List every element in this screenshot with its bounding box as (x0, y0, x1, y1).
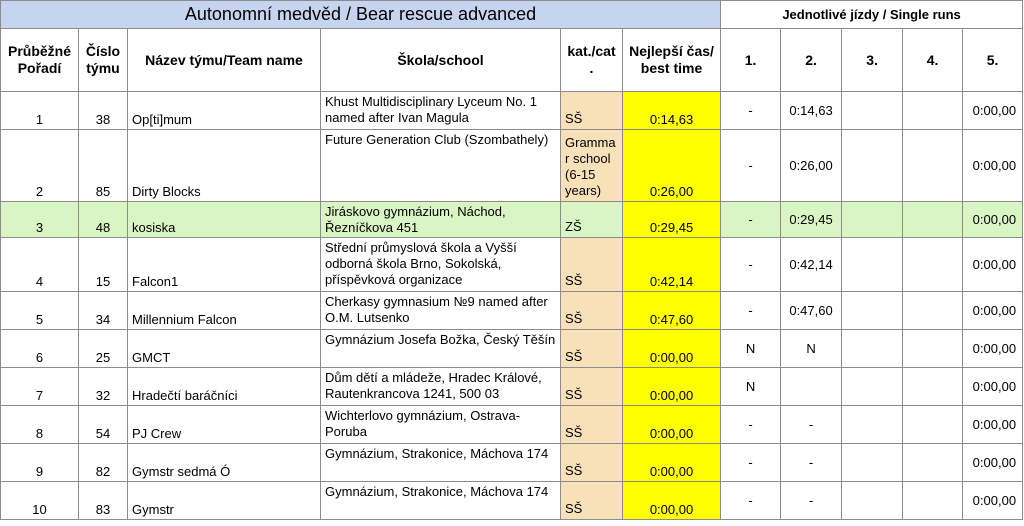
cell-category: SŠ (561, 444, 623, 482)
cell-run4 (903, 202, 963, 238)
cell-run2 (781, 368, 842, 406)
cell-best-time: 0:47,60 (623, 292, 721, 330)
cell-number: 25 (79, 330, 128, 368)
cell-best-time: 0:00,00 (623, 444, 721, 482)
cell-rank: 10 (1, 482, 79, 520)
cell-run2: 0:14,63 (781, 92, 842, 130)
cell-run3 (842, 444, 903, 482)
runs-group-header: Jednotlivé jízdy / Single runs (721, 1, 1023, 29)
table-row (1, 368, 1023, 406)
col-header-category: kat./cat . (561, 29, 623, 92)
col-header-rank: Průběžné Pořadí (1, 29, 79, 92)
cell-category: SŠ (561, 406, 623, 444)
cell-run4 (903, 92, 963, 130)
cell-run3 (842, 130, 903, 202)
col-header-run4: 4. (903, 29, 963, 92)
cell-team: Hradečtí baráčníci (128, 368, 321, 406)
cell-run5: 0:00,00 (963, 368, 1023, 406)
cell-rank: 4 (1, 238, 79, 292)
cell-best-time: 0:42,14 (623, 238, 721, 292)
cell-run1: - (721, 130, 781, 202)
table-row (1, 92, 1023, 130)
cell-run3 (842, 406, 903, 444)
cell-run5: 0:00,00 (963, 92, 1023, 130)
cell-category: SŠ (561, 330, 623, 368)
cell-best-time: 0:14,63 (623, 92, 721, 130)
cell-run1: N (721, 330, 781, 368)
col-header-run1: 1. (721, 29, 781, 92)
cell-run4 (903, 482, 963, 520)
cell-run2: N (781, 330, 842, 368)
col-header-run3: 3. (842, 29, 903, 92)
table-row (1, 406, 1023, 444)
cell-best-time: 0:00,00 (623, 482, 721, 520)
cell-run5: 0:00,00 (963, 444, 1023, 482)
cell-team: GMCT (128, 330, 321, 368)
table-row (1, 482, 1023, 520)
cell-school: Gymnázium Josefa Božka, Český Těšín (321, 330, 561, 368)
table-row (1, 330, 1023, 368)
cell-run1: - (721, 202, 781, 238)
cell-run3 (842, 368, 903, 406)
col-header-run5: 5. (963, 29, 1023, 92)
cell-school: Střední průmyslová škola a Vyšší odborná škola Brno, Sokolská, příspěvková organizace (321, 238, 561, 292)
cell-best-time: 0:00,00 (623, 368, 721, 406)
cell-school: Gymnázium, Strakonice, Máchova 174 (321, 444, 561, 482)
cell-rank: 1 (1, 92, 79, 130)
cell-run4 (903, 238, 963, 292)
cell-number: 32 (79, 368, 128, 406)
cell-run5: 0:00,00 (963, 292, 1023, 330)
cell-team: Gymstr (128, 482, 321, 520)
cell-team: Gymstr sedmá Ó (128, 444, 321, 482)
cell-run2: - (781, 406, 842, 444)
cell-run1: N (721, 368, 781, 406)
cell-best-time: 0:00,00 (623, 330, 721, 368)
cell-run5: 0:00,00 (963, 130, 1023, 202)
cell-number: 82 (79, 444, 128, 482)
cell-number: 38 (79, 92, 128, 130)
cell-number: 54 (79, 406, 128, 444)
cell-run4 (903, 368, 963, 406)
cell-best-time: 0:00,00 (623, 406, 721, 444)
cell-run1: - (721, 92, 781, 130)
cell-category: SŠ (561, 292, 623, 330)
cell-category: ZŠ (561, 202, 623, 238)
cell-run4 (903, 330, 963, 368)
cell-run5: 0:00,00 (963, 406, 1023, 444)
cell-category: SŠ (561, 238, 623, 292)
cell-team: kosiska (128, 202, 321, 238)
cell-team: Op[ti]mum (128, 92, 321, 130)
col-header-run2: 2. (781, 29, 842, 92)
cell-rank: 7 (1, 368, 79, 406)
cell-run2: 0:26,00 (781, 130, 842, 202)
table-row (1, 130, 1023, 202)
cell-run2: 0:42,14 (781, 238, 842, 292)
cell-run4 (903, 292, 963, 330)
cell-run1: - (721, 482, 781, 520)
cell-school: Dům dětí a mládeže, Hradec Králové, Rautenkrancova 1241, 500 03 (321, 368, 561, 406)
results-body (1, 92, 1023, 520)
cell-run3 (842, 482, 903, 520)
cell-run4 (903, 444, 963, 482)
cell-category: Gramma r school (6-15 years) (561, 130, 623, 202)
cell-number: 34 (79, 292, 128, 330)
cell-rank: 6 (1, 330, 79, 368)
cell-number: 15 (79, 238, 128, 292)
cell-run1: - (721, 292, 781, 330)
cell-category: SŠ (561, 368, 623, 406)
table-row (1, 292, 1023, 330)
table-row (1, 238, 1023, 292)
cell-team: Falcon1 (128, 238, 321, 292)
cell-school: Khust Multidisciplinary Lyceum No. 1 named after Ivan Magula (321, 92, 561, 130)
cell-rank: 2 (1, 130, 79, 202)
cell-best-time: 0:26,00 (623, 130, 721, 202)
cell-run2: - (781, 444, 842, 482)
col-header-team: Název týmu/Team name (128, 29, 321, 92)
cell-school: Wichterlovo gymnázium, Ostrava-Poruba (321, 406, 561, 444)
page-title: Autonomní medvěd / Bear rescue advanced (1, 1, 721, 29)
cell-run4 (903, 406, 963, 444)
cell-team: Millennium Falcon (128, 292, 321, 330)
cell-category: SŠ (561, 92, 623, 130)
cell-rank: 8 (1, 406, 79, 444)
col-header-number: Číslo týmu (79, 29, 128, 92)
cell-run1: - (721, 444, 781, 482)
cell-category: SŠ (561, 482, 623, 520)
cell-run3 (842, 238, 903, 292)
cell-school: Gymnázium, Strakonice, Máchova 174 (321, 482, 561, 520)
cell-run5: 0:00,00 (963, 482, 1023, 520)
cell-run2: 0:29,45 (781, 202, 842, 238)
table-row (1, 444, 1023, 482)
cell-run4 (903, 130, 963, 202)
cell-number: 48 (79, 202, 128, 238)
cell-rank: 9 (1, 444, 79, 482)
cell-number: 83 (79, 482, 128, 520)
cell-team: PJ Crew (128, 406, 321, 444)
cell-run3 (842, 202, 903, 238)
col-header-school: Škola/school (321, 29, 561, 92)
table-row (1, 202, 1023, 238)
cell-run5: 0:00,00 (963, 330, 1023, 368)
cell-run3 (842, 330, 903, 368)
cell-rank: 5 (1, 292, 79, 330)
cell-run2: - (781, 482, 842, 520)
cell-run3 (842, 292, 903, 330)
cell-run5: 0:00,00 (963, 238, 1023, 292)
cell-number: 85 (79, 130, 128, 202)
cell-school: Future Generation Club (Szombathely) (321, 130, 561, 202)
cell-school: Cherkasy gymnasium №9 named after O.M. Lutsenko (321, 292, 561, 330)
cell-run2: 0:47,60 (781, 292, 842, 330)
cell-best-time: 0:29,45 (623, 202, 721, 238)
cell-rank: 3 (1, 202, 79, 238)
cell-run5: 0:00,00 (963, 202, 1023, 238)
col-header-best: Nejlepší čas/ best time (623, 29, 721, 92)
cell-team: Dirty Blocks (128, 130, 321, 202)
cell-run1: - (721, 238, 781, 292)
cell-run1: - (721, 406, 781, 444)
cell-school: Jiráskovo gymnázium, Náchod, Řezníčkova 451 (321, 202, 561, 238)
cell-run3 (842, 92, 903, 130)
